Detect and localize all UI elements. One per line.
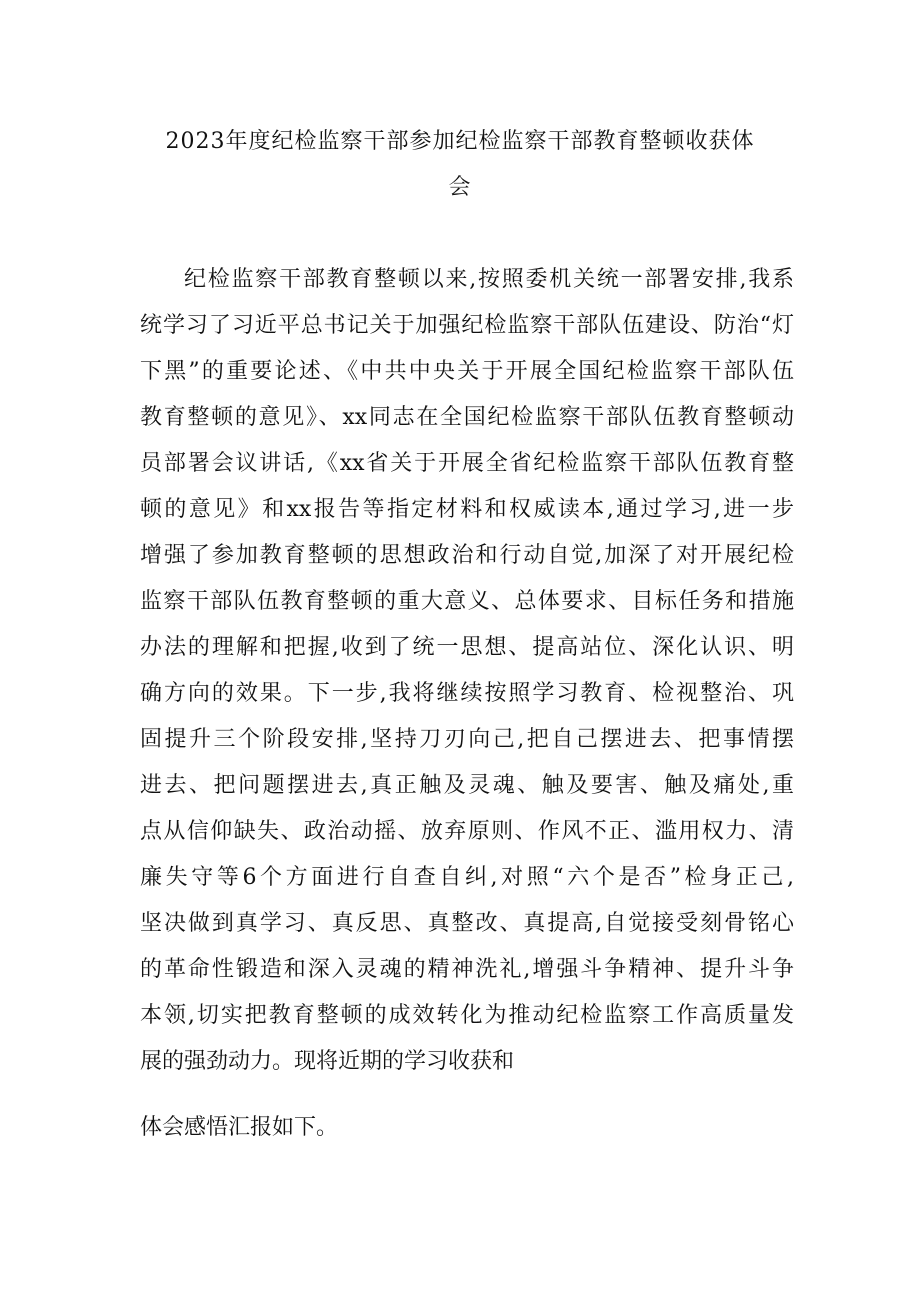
paragraph-line: 确方向的效果。下一步,我将继续按照学习教育、检视整治、巩	[140, 681, 794, 706]
paragraph-line: 固提升三个阶段安排,坚持刀刃向己,把自己摆进去、把事情摆	[140, 727, 794, 752]
paragraph-line: 增强了参加教育整顿的思想政治和行动自觉,加深了对开展纪检	[140, 543, 794, 568]
paragraph-line: 坚决做到真学习、真反思、真整改、真提高,自觉接受刻骨铭心	[140, 911, 794, 936]
paragraph-line: 办法的理解和把握,收到了统一思想、提高站位、深化认识、明	[140, 635, 794, 660]
paragraph-line: 教育整顿的意见》、xx同志在全国纪检监察干部队伍教育整顿动	[140, 405, 794, 430]
paragraph-line: 纪检监察干部教育整顿以来,按照委机关统一部署安排,我系	[184, 267, 794, 292]
paragraph-line: 本领,切实把教育整顿的成效转化为推动纪检监察工作高质量发	[140, 1003, 794, 1028]
document-title-line-2: 会	[448, 175, 472, 200]
paragraph-line: 监察干部队伍教育整顿的重大意义、总体要求、目标任务和措施	[140, 589, 794, 614]
paragraph-line: 进去、把问题摆进去,真正触及灵魂、触及要害、触及痛处,重	[140, 773, 794, 798]
paragraph-line: 统学习了习近平总书记关于加强纪检监察干部队伍建设、防治“灯	[140, 313, 794, 338]
paragraph-line: 廉失守等6个方面进行自查自纠,对照“六个是否”检身正己,	[140, 865, 794, 890]
paragraph-line: 下黑”的重要论述、《中共中央关于开展全国纪检监察干部队伍	[140, 359, 794, 384]
paragraph-line: 展的强劲动力。现将近期的学习收获和	[140, 1049, 515, 1074]
paragraph-line: 顿的意见》和xx报告等指定材料和权威读本,通过学习,进一步	[140, 497, 794, 522]
document-title-line-1: 2023年度纪检监察干部参加纪检监察干部教育整顿收获体	[165, 129, 755, 154]
closing-line: 体会感悟汇报如下。	[140, 1115, 339, 1140]
paragraph-line: 员部署会议讲话,《xx省关于开展全省纪检监察干部队伍教育整	[140, 451, 794, 476]
paragraph-line: 的革命性锻造和深入灵魂的精神洗礼,增强斗争精神、提升斗争	[140, 957, 794, 982]
paragraph-line: 点从信仰缺失、政治动摇、放弃原则、作风不正、滥用权力、清	[140, 819, 794, 844]
